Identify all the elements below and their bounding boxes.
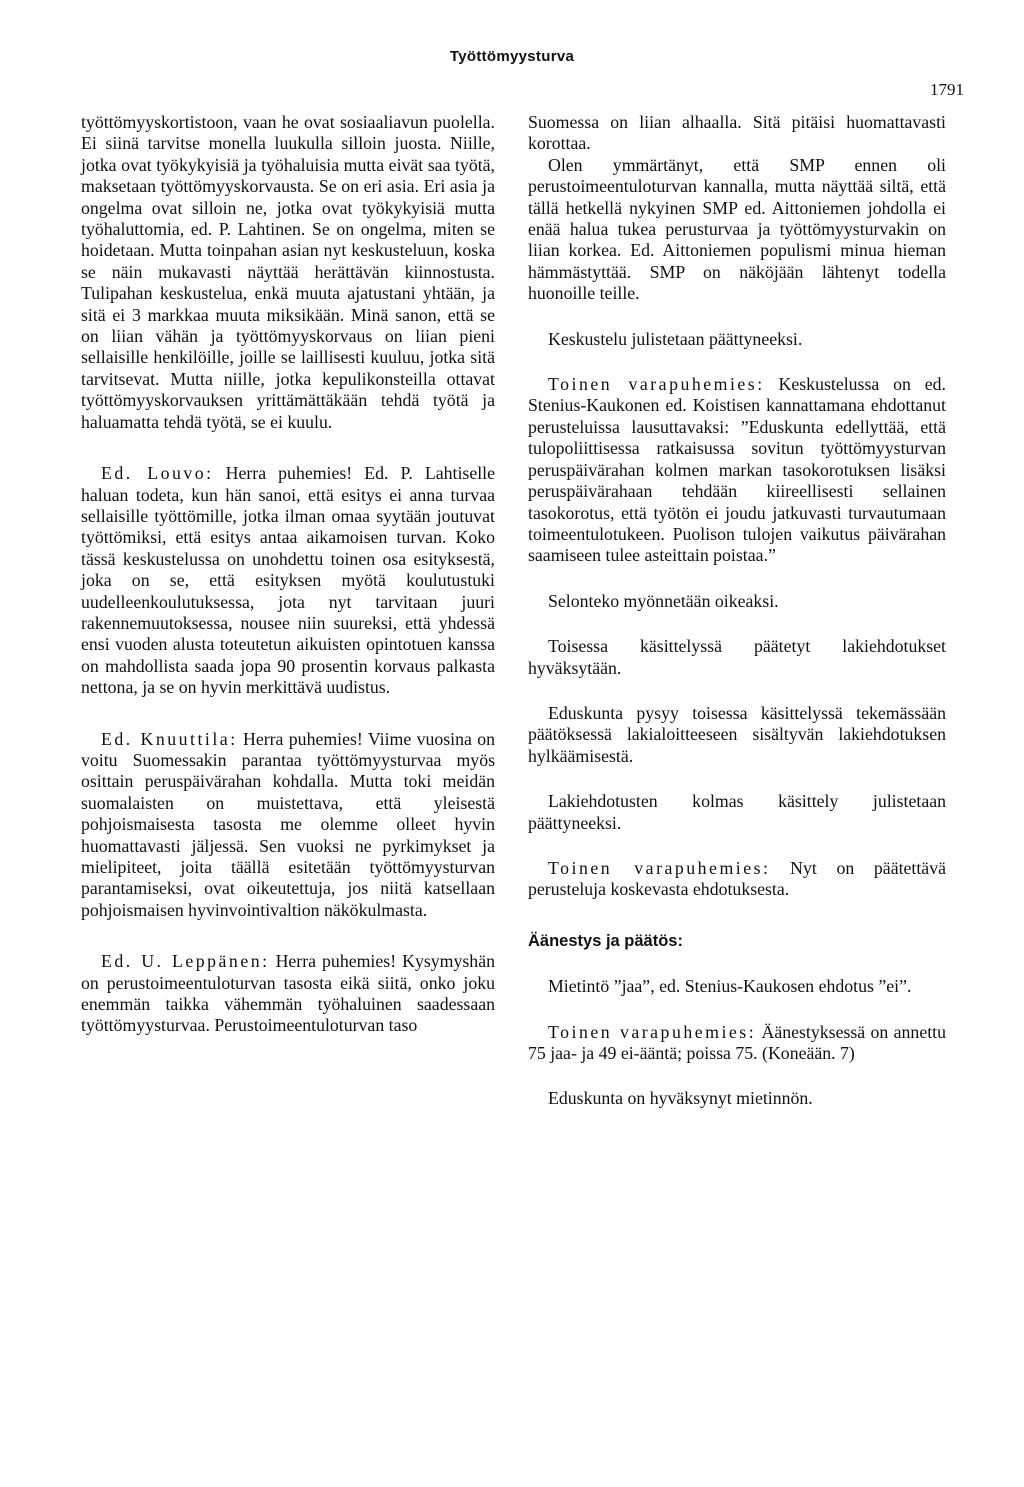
section-heading: Äänestys ja päätös: <box>528 931 683 950</box>
speaker-name: Toinen varapuhemies: <box>548 1021 757 1042</box>
paragraph-text: Eduskunta on hyväksynyt mietinnön. <box>548 1088 813 1109</box>
running-header-title: Työttömyysturva <box>449 48 575 65</box>
announcement <box>528 1088 946 1109</box>
paragraph <box>528 155 946 305</box>
announcement <box>528 591 946 612</box>
paragraph-text: Selonteko myönnetään oikeaksi. <box>548 590 779 611</box>
announcement <box>528 791 946 834</box>
paragraph <box>528 976 946 997</box>
speaker-name: Toinen varapuhemies: <box>548 857 771 878</box>
speaker-name: Ed. Louvo: <box>101 463 214 484</box>
left-column <box>81 112 495 1037</box>
paragraph-text: Olen ymmärtänyt, että SMP ennen oli perustoimeentuloturvan kannalla, mutta näyttää siltä, että tällä hetkellä nykyinen SMP ed. Aittoniemen johdolla ei enää halua tukea perusturvaa ja työttömyysturvakin on liian korkea. Ed. Aittoniemen populismi minua hieman hämmästyttää. SMP on näköjään lähtenyt todella huonoille teille. <box>528 154 946 304</box>
speech-louvo <box>81 463 495 698</box>
paragraph-text: Lakiehdotusten kolmas käsittely julistetaan päättyneeksi. <box>528 791 946 833</box>
speech-deputy-speaker <box>528 858 946 901</box>
paragraph-text: Keskustelussa on ed. Stenius-Kaukonen ed. Koistisen kannattamana ehdottanut perusteluissa lausuttavaksi: ”Eduskunta edellyttää, että tulopoliittisessa ratkaisussa sovitun työttömyysturvan peruspäivärahan kolmen markan tasokorotuksen lisäksi peruspäivärahaan tehdään kiireellisesti sellainen tasokorotus, että työtön ei joudu jatkuvasti turvautumaan toimeentulotukeen. Puolison tulojen vaikutus päivärahan saamiseen tulee asteittain poistaa.” <box>528 374 946 566</box>
paragraph-text: Äänestyksessä on annettu 75 jaa- ja 49 ei-ääntä; poissa 75. (Koneään. 7) <box>528 1021 946 1063</box>
speaker-name: Ed. U. Leppänen: <box>101 951 270 972</box>
announcement <box>528 636 946 679</box>
announcement <box>528 329 946 350</box>
paragraph-text: Herra puhemies! Viime vuosina on voitu Suomessakin parantaa työttömyysturvaa myös osittain peruspäivärahan kohdalla. Mutta toki meidän suomalaisten on muistettava, että yleisestä pohjoismaisesta tasosta me olemme olleet hyvin huomattavasti jäljessä. Sen vuoksi ne pyrkimykset ja mielipiteet, joita täällä esitetään työttömyysturvan parantamiseksi, ovat oikeutettuja, jos niitä katsellaan pohjoismaisen hyvinvointivaltion näkökulmasta. <box>81 728 496 920</box>
right-column <box>528 112 946 1110</box>
paragraph-text: Herra puhemies! Ed. P. Lahtiselle haluan todeta, kun hän sanoi, että esitys ei anna turvaa sellaisille työttömille, jotka ilman omaa syytään joutuvat työttömiksi, että esitys antaa aikamoisen turvan. Koko tässä keskustelussa on unohdettu toinen osa esityksestä, joka on se, että esityksen myötä koulutustuki uudelleenkoulutuksessa, jota nyt tarvitaan juuri rakennemuutoksessa, nousee niin suureksi, että yhdessä ensi vuoden alusta toteutetun aikuisten opintotuen kanssa on mahdollista saada jopa 90 prosentin korvaus palkasta nettona, ja se on hyvin merkittävä uudistus. <box>81 463 495 698</box>
paragraph-text: Eduskunta pysyy toisessa käsittelyssä tekemässään päätöksessä lakialoitteeseen sisältyvän lakiehdotuksen hylkäämisestä. <box>528 702 946 766</box>
paragraph-text: Suomessa on liian alhaalla. Sitä pitäisi huomattavasti korottaa. <box>528 112 946 154</box>
paragraph-text: työttömyyskortistoon, vaan he ovat sosiaaliavun puolella. Ei siinä tarvitse monella luukulla silloin juosta. Niille, jotka ovat työkykyisiä ja työhaluisia mutta eivät saa työtä, maksetaan työttömyyskorvausta. Se on eri asia. Eri asia ja ongelma ovat silloin ne, jotka ovat työkykyisiä mutta työhaluttomia, ed. P. Lahtinen. Se on ongelma, miten se hoidetaan. Mutta toinpahan asian nyt keskusteluun, koska se näin mukavasti näyttää herättävän kiinnostusta. Tulipahan keskustelua, enkä muuta ajatustani yhtään, ja sitä ei 3 markkaa muuta miksikään. Minä sanon, että se on liian vähän ja työttömyyskorvaus on liian pieni sellaisille henkilöille, joille se laillisesti kuuluu, jotka sitä tarvitsevat. Mutta niille, jotka kepulikonsteilla ottavat työttömyyskorvauksen yrittämättäkään tehdä työtä ja haluamatta tehdä työtä, se ei kuulu. <box>81 112 495 432</box>
paragraph-text: Toisessa käsittelyssä päätetyt lakiehdotukset hyväksytään. <box>528 636 946 678</box>
paragraph-text: Mietintö ”jaa”, ed. Stenius-Kaukosen ehdotus ”ei”. <box>548 976 912 997</box>
speech-deputy-speaker <box>528 374 946 567</box>
paragraph-text: Herra puhemies! Kysymyshän on perustoimeentuloturvan tasosta eikä siitä, onko joku enemmän taikka vähemmän työhaluinen saadessaan työttömyysturvaa. Perustoimeentuloturvan taso <box>81 951 495 1036</box>
speech-leppanen <box>81 951 495 1037</box>
paragraph-text: Nyt on päätettävä perusteluja koskevasta ehdotuksesta. <box>528 857 946 900</box>
paragraph-continuation <box>81 112 495 433</box>
speaker-name: Ed. Knuuttila: <box>101 728 238 749</box>
page-number: 1791 <box>930 80 964 99</box>
announcement <box>528 703 946 767</box>
speaker-name: Toinen varapuhemies: <box>548 374 765 395</box>
paragraph-text: Keskustelu julistetaan päättyneeksi. <box>548 328 803 349</box>
speech-deputy-speaker <box>528 1022 946 1065</box>
speech-knuuttila <box>81 729 495 922</box>
paragraph-continuation <box>528 112 946 155</box>
